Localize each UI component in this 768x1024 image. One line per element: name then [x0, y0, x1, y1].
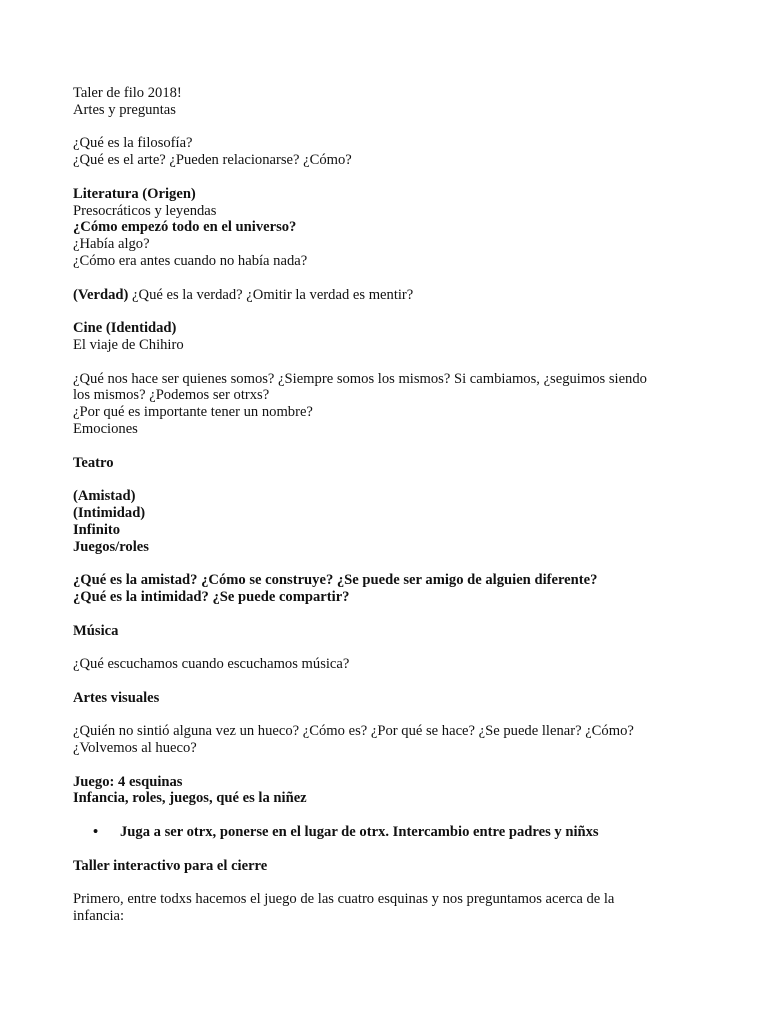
juego-subheading: Infancia, roles, juegos, qué es la niñez [73, 790, 307, 807]
cine-line: El viaje de Chihiro [73, 336, 184, 353]
intro-question-2: ¿Qué es el arte? ¿Pueden relacionarse? ¿Cómo? [73, 152, 352, 169]
taller-heading: Taller interactivo para el cierre [73, 857, 268, 874]
musica-heading: Música [73, 622, 119, 639]
cine-heading: Cine (Identidad) [73, 320, 177, 337]
teatro-heading: Teatro [73, 454, 114, 471]
literatura-heading: Literatura (Origen) [73, 185, 196, 202]
document-body [73, 85, 693, 925]
juego-heading: Juego: 4 esquinas [73, 773, 183, 790]
teatro-item: (Intimidad) [73, 504, 146, 521]
teatro-item: Infinito [73, 521, 121, 538]
cine-question-1a: ¿Qué nos hace ser quienes somos? ¿Siempre somos los mismos? Si cambiamos, ¿seguimos siendo [73, 370, 647, 387]
teatro-item: Juegos/roles [73, 538, 149, 555]
teatro-item: (Amistad) [73, 488, 136, 505]
literatura-line: Presocráticos y leyendas [73, 202, 217, 219]
cine-question-1b: los mismos? ¿Podemos ser otrxs? [73, 387, 270, 404]
cine-emociones: Emociones [73, 420, 138, 437]
literatura-question-3: ¿Cómo era antes cuando no había nada? [73, 252, 308, 269]
verdad-text: ¿Qué es la verdad? ¿Omitir la verdad es mentir? [128, 286, 414, 303]
musica-question: ¿Qué escuchamos cuando escuchamos música? [73, 656, 350, 673]
teatro-question-1: ¿Qué es la amistad? ¿Cómo se construye? ¿Se puede ser amigo de alguien diferente? [73, 572, 598, 589]
teatro-question-2: ¿Qué es la intimidad? ¿Se puede compartir? [73, 588, 350, 605]
juego-bullet-text: Juga a ser otrx, ponerse en el lugar de otrx. Intercambio entre padres y niñxs [120, 824, 599, 841]
doc-subtitle: Artes y preguntas [73, 101, 176, 118]
literatura-bold-question: ¿Cómo empezó todo en el universo? [73, 219, 297, 236]
verdad-line [73, 287, 693, 304]
cine-question-2: ¿Por qué es importante tener un nombre? [73, 404, 313, 421]
visuales-heading: Artes visuales [73, 689, 160, 706]
visuales-question-2: ¿Volvemos al hueco? [73, 740, 197, 757]
literatura-question-2: ¿Había algo? [73, 236, 150, 253]
verdad-label: (Verdad) [73, 286, 129, 303]
final-paragraph-line-2: infancia: [73, 908, 125, 925]
doc-title: Taler de filo 2018! [73, 85, 182, 101]
final-paragraph-line-1: Primero, entre todxs hacemos el juego de las cuatro esquinas y nos preguntamos acerca de la [73, 891, 615, 908]
bullet-icon: • [93, 824, 99, 841]
juego-bullet-item [73, 824, 693, 841]
visuales-question-1: ¿Quién no sintió alguna vez un hueco? ¿Cómo es? ¿Por qué se hace? ¿Se puede llenar? ¿Cómo? [73, 723, 634, 740]
intro-question-1: ¿Qué es la filosofía? [73, 135, 193, 152]
